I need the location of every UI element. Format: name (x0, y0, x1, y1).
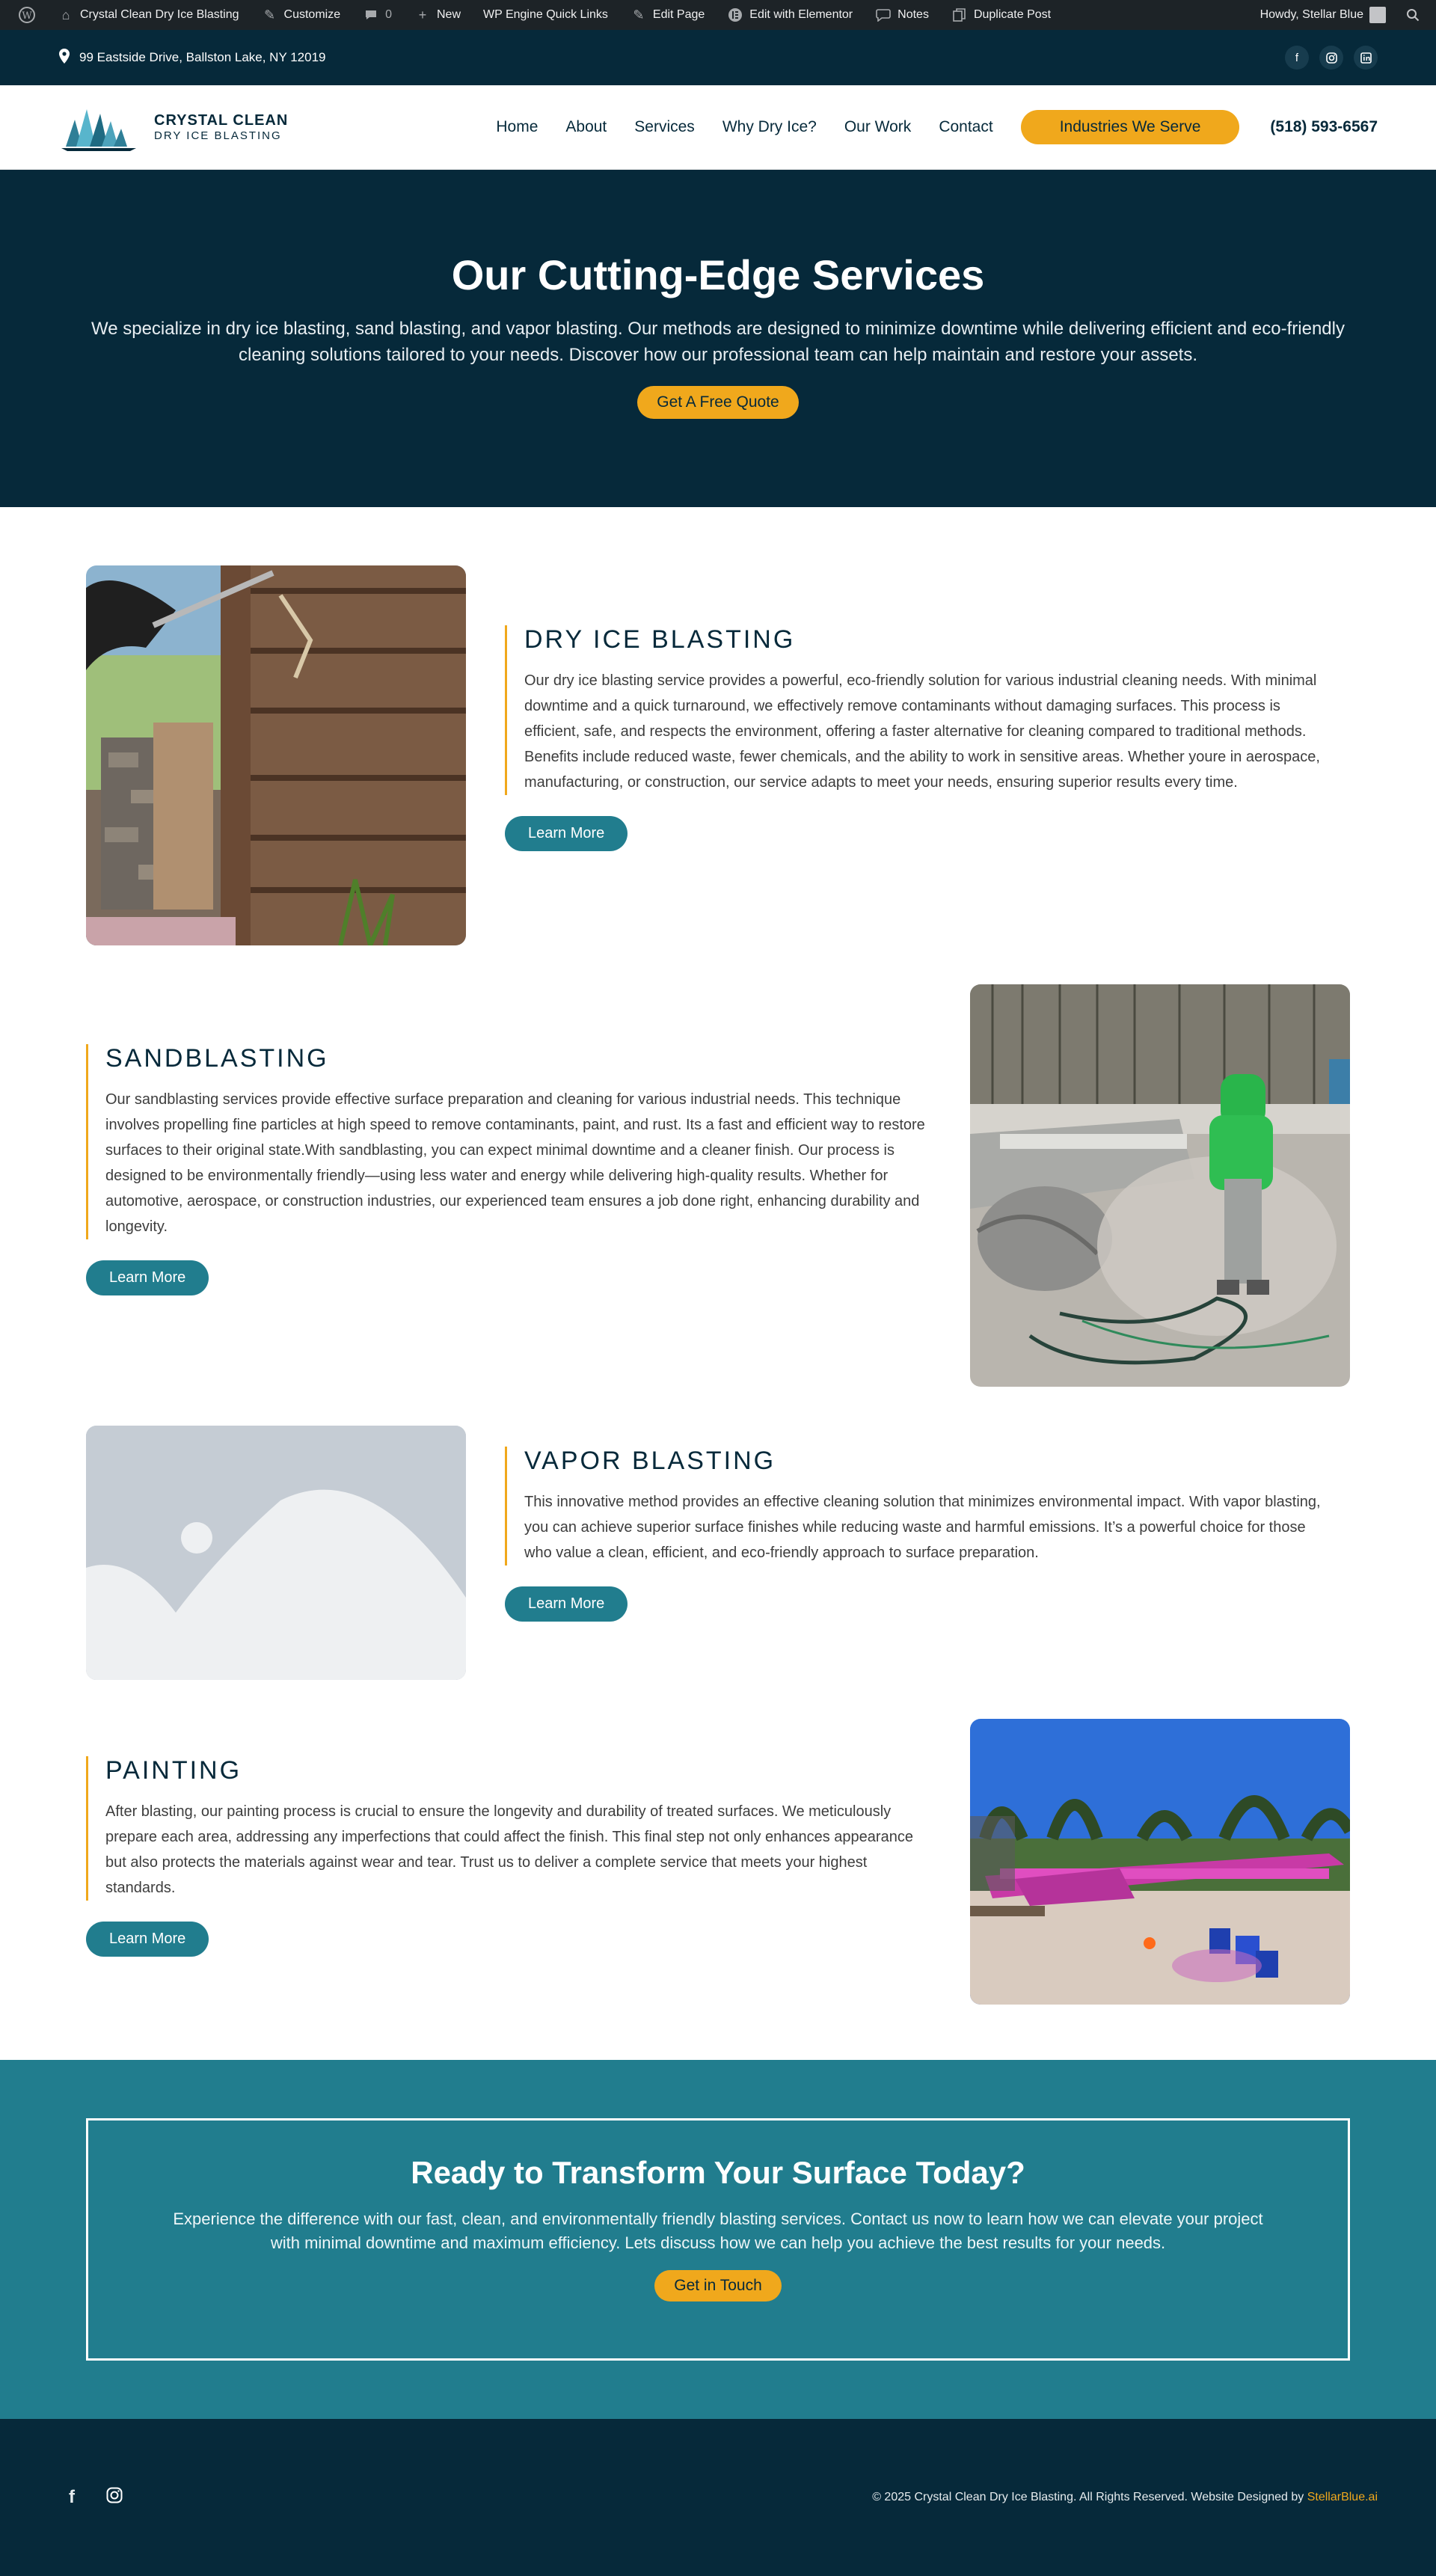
edit-page-label: Edit Page (652, 8, 705, 21)
copyright-text: © 2025 Crystal Clean Dry Ice Blasting. All Rights Reserved. Website Designed by (872, 2491, 1307, 2503)
footer-credit (872, 2491, 1378, 2504)
site-footer (0, 2419, 1436, 2576)
search-icon (1405, 7, 1421, 23)
instagram-icon[interactable] (1319, 46, 1343, 70)
notes-link[interactable] (864, 0, 940, 30)
logo-line-2: DRY ICE BLASTING (154, 129, 282, 142)
page-title: Our Cutting-Edge Services (451, 251, 985, 298)
duplicate-icon (951, 7, 968, 23)
elementor-icon (727, 7, 743, 23)
comments-link[interactable] (352, 0, 403, 30)
vapor-blasting-description: This innovative method provides an effective cleaning solution that minimizes environmental impact. With vapor blasting, you can achieve superior surface finishes while reducing waste and harmful emissions. It’s a powerful choice for those who value a clean, efficient, and eco-friendly approach to surface preparation. (524, 1494, 1321, 1561)
site-name-menu[interactable] (46, 0, 251, 30)
site-name-label: Crystal Clean Dry Ice Blasting (80, 8, 239, 21)
wp-engine-menu[interactable] (472, 0, 619, 30)
nav-contact[interactable]: Contact (939, 118, 993, 135)
svg-text:W: W (22, 10, 32, 22)
painting-accent-bar (86, 1756, 931, 1901)
customize-label: Customize (283, 8, 341, 21)
linkedin-icon[interactable] (1354, 46, 1378, 70)
service-painting (0, 1719, 1436, 2060)
painting-text-block (86, 1756, 931, 1957)
sandblasting-heading: SANDBLASTING (105, 1044, 329, 1073)
plus-icon: + (418, 7, 427, 22)
comment-bubble-icon (363, 7, 379, 23)
designer-link[interactable]: StellarBlue.ai (1307, 2491, 1378, 2503)
phone-link[interactable]: (518) 593-6567 (1270, 118, 1378, 135)
customize-link[interactable] (251, 0, 352, 30)
nav-why-dry-ice[interactable]: Why Dry Ice? (722, 118, 817, 135)
footer-social-links (69, 2487, 123, 2509)
notes-label: Notes (898, 8, 929, 21)
duplicate-post-link[interactable] (940, 0, 1062, 30)
site-header (0, 85, 1436, 170)
vapor-blasting-placeholder-image (86, 1426, 466, 1680)
top-social-links (1285, 46, 1378, 70)
vapor-blasting-learn-more-button[interactable]: Learn More (505, 1586, 628, 1622)
painting-learn-more-button[interactable]: Learn More (86, 1922, 209, 1957)
top-info-bar (0, 30, 1436, 85)
hero-description: We specialize in dry ice blasting, sand blasting, and vapor blasting. Our methods are designed to minimize downtime while delivering efficient and eco-friendly cleaning solutions tailored to your needs. Discover how our professional team can help maintain and restore your assets. (90, 319, 1345, 365)
address-text: 99 Eastside Drive, Ballston Lake, NY 12019 (79, 50, 326, 64)
wp-engine-label: WP Engine Quick Links (483, 8, 608, 21)
cta-description: Experience the difference with our fast, clean, and environmentally friendly blasting services. Contact us now to learn how we can elevate your project with minimal downtime and maximum efficiency. Lets discuss how we can help you achieve the best results for your needs. (173, 2209, 1263, 2252)
industries-button[interactable]: Industries We Serve (1021, 110, 1240, 144)
logo-text (154, 112, 288, 142)
painting-description: After blasting, our painting process is crucial to ensure the longevity and durability of treated surfaces. We meticulously prepare each area, addressing any imperfections that could affect the finish. This final step not only enhances appearance but also protects the materials against wear and tear. Trust us to deliver a complete service that meets your highest standards. (105, 1803, 913, 1896)
facebook-icon[interactable]: f (1285, 46, 1309, 70)
sandblasting-photo (970, 984, 1350, 1387)
dry-ice-text-block (505, 625, 1335, 851)
comments-count: 0 (385, 8, 392, 21)
howdy-label: Howdy, Stellar Blue (1259, 8, 1363, 21)
dry-ice-heading: DRY ICE BLASTING (524, 625, 796, 654)
admin-bar-left (7, 0, 1062, 30)
service-vapor-blasting (0, 1426, 1436, 1719)
main-nav (496, 110, 1378, 144)
cta-box (86, 2118, 1350, 2361)
facebook-icon[interactable]: f (69, 2486, 75, 2507)
notes-bubble-icon (875, 7, 892, 23)
nav-home[interactable]: Home (496, 118, 538, 135)
dry-ice-accent-bar (505, 625, 1335, 795)
sandblasting-learn-more-button[interactable]: Learn More (86, 1260, 209, 1295)
cta-heading: Ready to Transform Your Surface Today? (411, 2155, 1025, 2190)
pencil-icon: ✎ (633, 7, 645, 22)
hero-section (0, 170, 1436, 507)
site-logo[interactable] (61, 103, 288, 151)
nav-about[interactable]: About (565, 118, 607, 135)
sandblasting-accent-bar (86, 1044, 931, 1239)
wordpress-logo-button[interactable] (7, 0, 46, 30)
edit-page-link[interactable] (619, 0, 716, 30)
sandblasting-text-block (86, 1044, 931, 1295)
get-in-touch-button[interactable]: Get in Touch (654, 2270, 782, 2301)
nav-services[interactable]: Services (634, 118, 695, 135)
vapor-blasting-heading: VAPOR BLASTING (524, 1447, 776, 1475)
painting-photo (970, 1719, 1350, 2005)
painting-heading: PAINTING (105, 1756, 242, 1785)
crystal-logo-icon (61, 103, 145, 151)
service-sandblasting (0, 984, 1436, 1426)
dry-ice-blasting-photo (86, 565, 466, 945)
logo-line-1: CRYSTAL CLEAN (154, 112, 289, 129)
duplicate-label: Duplicate Post (973, 8, 1052, 21)
my-account-menu[interactable] (1249, 0, 1397, 30)
location-pin-icon (58, 49, 70, 67)
dry-ice-learn-more-button[interactable]: Learn More (505, 816, 628, 851)
services-section (0, 507, 1436, 2060)
service-dry-ice (0, 565, 1436, 984)
admin-bar-right (1249, 0, 1429, 30)
new-content-menu[interactable] (403, 0, 472, 30)
sandblasting-description: Our sandblasting services provide effective surface preparation and cleaning for various industrial needs. This technique involves propelling fine particles at high speed to remove contaminants, paint, and rust. Its a fast and efficient way to restore surfaces to their original state.With sandblasting, you can expect minimal downtime and a cleaner finish. Our process is designed to be environmentally friendly—using less water and energy while delivering high-quality results. Whether for automotive, aerospace, or construction industries, our experienced team ensures a job done right, enhancing durability and longevity. (105, 1091, 925, 1235)
vapor-blasting-text-block (505, 1447, 1335, 1622)
elementor-label: Edit with Elementor (749, 8, 853, 21)
admin-search-button[interactable] (1397, 0, 1429, 30)
free-quote-button[interactable]: Get A Free Quote (637, 386, 798, 419)
elementor-link[interactable] (716, 0, 864, 30)
new-label: New (437, 8, 461, 21)
wp-admin-bar (0, 0, 1436, 30)
paintbrush-icon: ✎ (263, 7, 276, 22)
nav-our-work[interactable]: Our Work (844, 118, 912, 135)
avatar (1369, 7, 1386, 23)
vapor-blasting-accent-bar (505, 1447, 1335, 1565)
dry-ice-description: Our dry ice blasting service provides a powerful, eco-friendly solution for various industrial cleaning needs. With minimal downtime and a quick turnaround, we effectively remove contaminants without damaging surfaces. This process is efficient, safe, and respects the environment, offering a faster alternative for cleaning compared to traditional methods. Benefits include reduced waste, fewer chemicals, and the ability to work in sensitive areas. Whether youre in aerospace, manufacturing, or construction, our service adapts to meet your needs, ensuring superior results every time. (524, 672, 1320, 791)
home-icon: ⌂ (61, 7, 70, 22)
instagram-icon[interactable] (106, 2487, 123, 2509)
cta-section (0, 2060, 1436, 2419)
wordpress-icon (19, 7, 35, 23)
address-block (58, 49, 326, 67)
